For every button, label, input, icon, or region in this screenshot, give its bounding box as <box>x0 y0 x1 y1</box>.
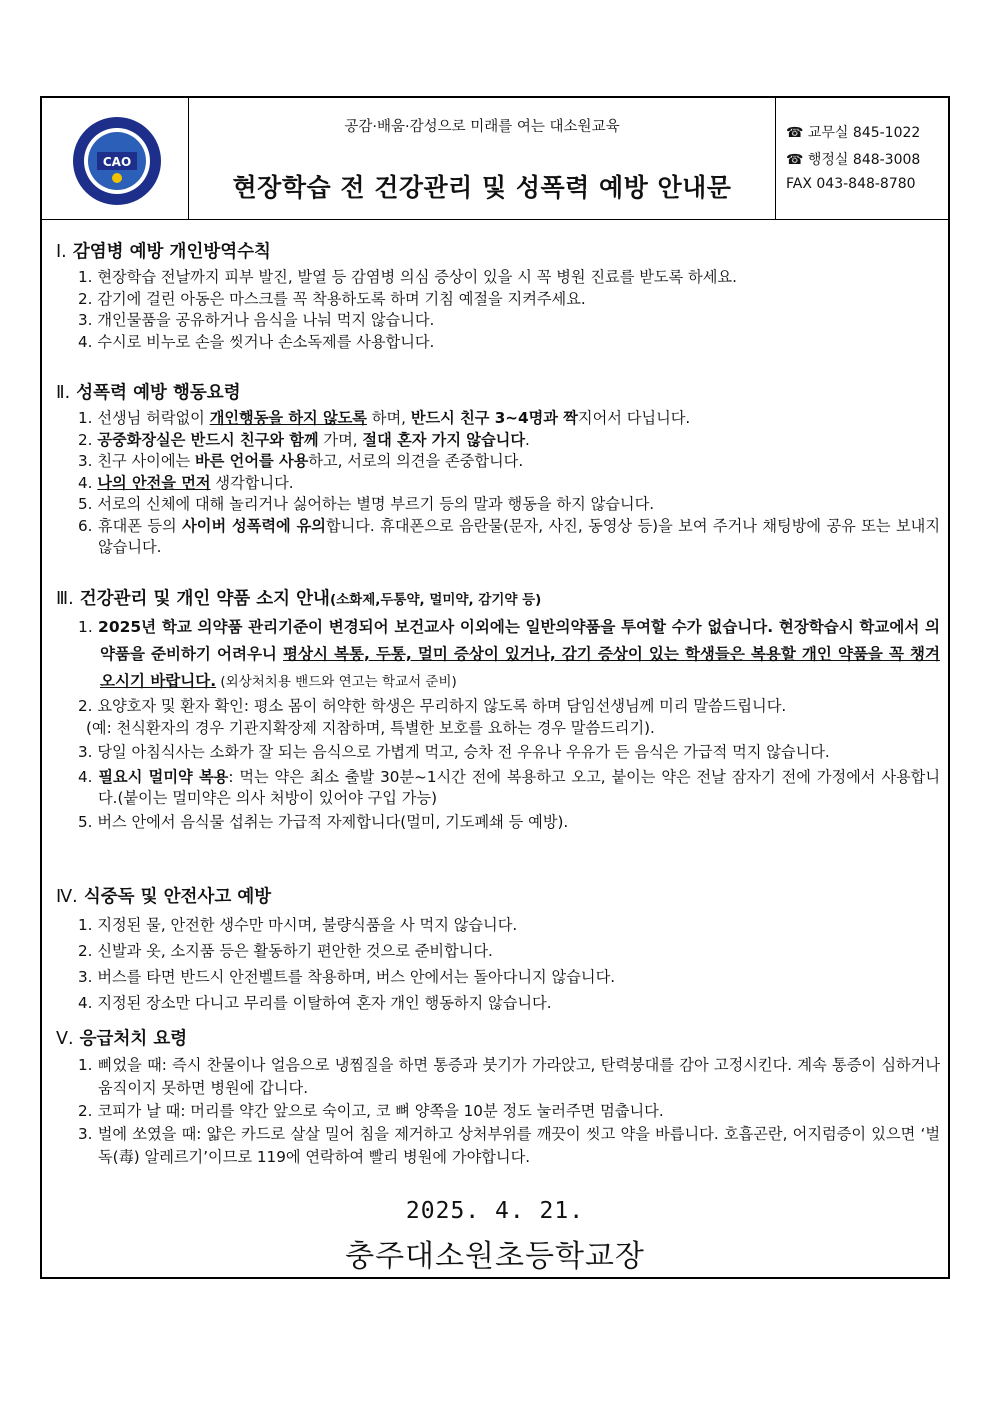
section-5 <box>56 1025 940 1169</box>
section-title: Ⅳ. 식중독 및 안전사고 예방 <box>56 887 272 907</box>
list-item: 1. 현장학습 전날까지 피부 발진, 발열 등 감염병 의심 증상이 있을 시 꼭 병원 진료를 받도록 하세요. <box>78 268 737 286</box>
list-item: 3. 버스를 타면 반드시 안전벨트를 착용하며, 버스 안에서는 돌아다니지 않습니다. <box>78 968 616 986</box>
list-item: 4. 나의 안전을 먼저 생각합니다. <box>78 473 294 492</box>
slogan: 공감·배움·감성으로 미래를 여는 대소원교육 <box>344 119 620 135</box>
document-frame <box>40 96 950 1279</box>
section-title: Ⅱ. 성폭력 예방 행동요령 <box>56 383 241 403</box>
school-emblem-icon <box>72 116 162 206</box>
title-cell <box>189 98 776 219</box>
section-title: Ⅲ. 건강관리 및 개인 약품 소지 안내(소화제,두통약, 멀미약, 감기약 등) <box>56 589 542 609</box>
section-3 <box>56 585 940 833</box>
list-item-note: (예: 천식환자의 경우 기관지확장제 지참하며, 특별한 보호를 요하는 경우 말씀드리기). <box>86 718 655 737</box>
contact-teachers-office: ☎ 교무실 845-1022 <box>786 125 921 141</box>
document-date: 2025. 4. 21. <box>405 1198 585 1224</box>
section-2 <box>56 379 940 559</box>
list-item: 2. 신발과 옷, 소지품 등은 활동하기 편안한 것으로 준비합니다. <box>78 942 493 960</box>
section-title: Ⅰ. 감염병 예방 개인방역수칙 <box>56 242 271 262</box>
section-4 <box>56 883 940 1016</box>
emblem-text: CAO <box>102 155 132 169</box>
list-item: 6. 휴대폰 등의 사이버 성폭력에 유의합니다. 휴대폰으로 음란물(문자, 사진, 동영상 등)을 보여 주거나 채팅방에 공유 또는 보내지 않습니다. <box>78 516 940 556</box>
section-1 <box>56 238 940 353</box>
contact-fax: FAX 043-848-8780 <box>786 176 916 192</box>
list-item: 4. 지정된 장소만 다니고 무리를 이탈하여 혼자 개인 행동하지 않습니다. <box>78 994 552 1012</box>
list-item: 3. 당일 아침식사는 소화가 잘 되는 음식으로 가볍게 먹고, 승차 전 우유나 우유가 든 음식은 가급적 먹지 않습니다. <box>78 743 830 761</box>
list-item: 5. 버스 안에서 음식물 섭취는 가급적 자제합니다(멀미, 기도폐쇄 등 예방). <box>78 812 569 831</box>
list-item: 1. 삐었을 때: 즉시 찬물이나 얼음으로 냉찜질을 하면 통증과 붓기가 가라앉고, 탄력붕대를 감아 고정시킨다. 계속 통증이 심하거나 움직이지 못하면 병원에 갑니다. <box>78 1056 940 1097</box>
list-item: 3. 친구 사이에는 바른 언어를 사용하고, 서로의 의견을 존중합니다. <box>78 452 524 470</box>
list-item: 2. 공중화장실은 반드시 친구와 함께 가며, 절대 혼자 가지 않습니다. <box>78 430 530 449</box>
section-title: Ⅴ. 응급처치 요령 <box>56 1029 188 1049</box>
logo-cell <box>42 98 189 219</box>
page-title: 현장학습 전 건강관리 및 성폭력 예방 안내문 <box>232 173 732 202</box>
contact-admin-office: ☎ 행정실 848-3008 <box>786 152 921 168</box>
list-item: 3. 개인물품을 공유하거나 음식을 나눠 먹지 않습니다. <box>78 311 435 329</box>
list-item: 1. 2025년 학교 의약품 관리기준이 변경되어 보건교사 이외에는 일반의약품을 투여할 수가 없습니다. 현장학습시 학교에서 의약품을 준비하기 어려우니 평상시 복통, 두통, 멀미 증상이 있거나, 감기 증상이 있는 학생들은 복용할 개인 약품을 꼭 챙겨오시기 바랍니다. (외상처치용 밴드와 연고는 학교서 준비) <box>78 618 940 690</box>
header-table <box>42 98 948 220</box>
list-item: 4. 필요시 멀미약 복용: 먹는 약은 최소 출발 30분~1시간 전에 복용하고 오고, 붙이는 약은 전날 잠자기 전에 가정에서 사용합니다.(붙이는 멀미약은 의사 처방이 있어야 구입 가능) <box>78 767 940 807</box>
list-item: 4. 수시로 비누로 손을 씻거나 손소독제를 사용합니다. <box>78 332 435 351</box>
list-item: 5. 서로의 신체에 대해 놀리거나 싫어하는 별명 부르기 등의 말과 행동을 하지 않습니다. <box>78 495 655 513</box>
list-item: 3. 벌에 쏘였을 때: 얇은 카드로 살살 밀어 침을 제거하고 상처부위를 깨끗이 씻고 약을 바릅니다. 호흡곤란, 어지럼증이 있으면 ‘벌독(毒) 알레르기’이므로 119에 연락하여 빨리 병원에 가야합니다. <box>78 1125 940 1166</box>
list-item: 2. 감기에 걸린 아동은 마스크를 꼭 착용하도록 하며 기침 예절을 지켜주세요. <box>78 289 586 308</box>
list-item: 1. 선생님 허락없이 개인행동을 하지 않도록 하며, 반드시 친구 3~4명과 짝지어서 다닙니다. <box>78 409 691 427</box>
contact-cell <box>776 98 948 219</box>
list-item: 1. 지정된 물, 안전한 생수만 마시며, 불량식품을 사 먹지 않습니다. <box>78 916 518 934</box>
list-item: 2. 요양호자 및 환자 확인: 평소 몸이 허약한 학생은 무리하지 않도록 하며 담임선생님께 미리 말씀드립니다. <box>78 697 787 715</box>
signer: 충주대소원초등학교장 <box>345 1239 645 1274</box>
list-item: 2. 코피가 날 때: 머리를 약간 앞으로 숙이고, 코 뼈 양쪽을 10분 정도 눌러주면 멈춥니다. <box>78 1102 664 1120</box>
